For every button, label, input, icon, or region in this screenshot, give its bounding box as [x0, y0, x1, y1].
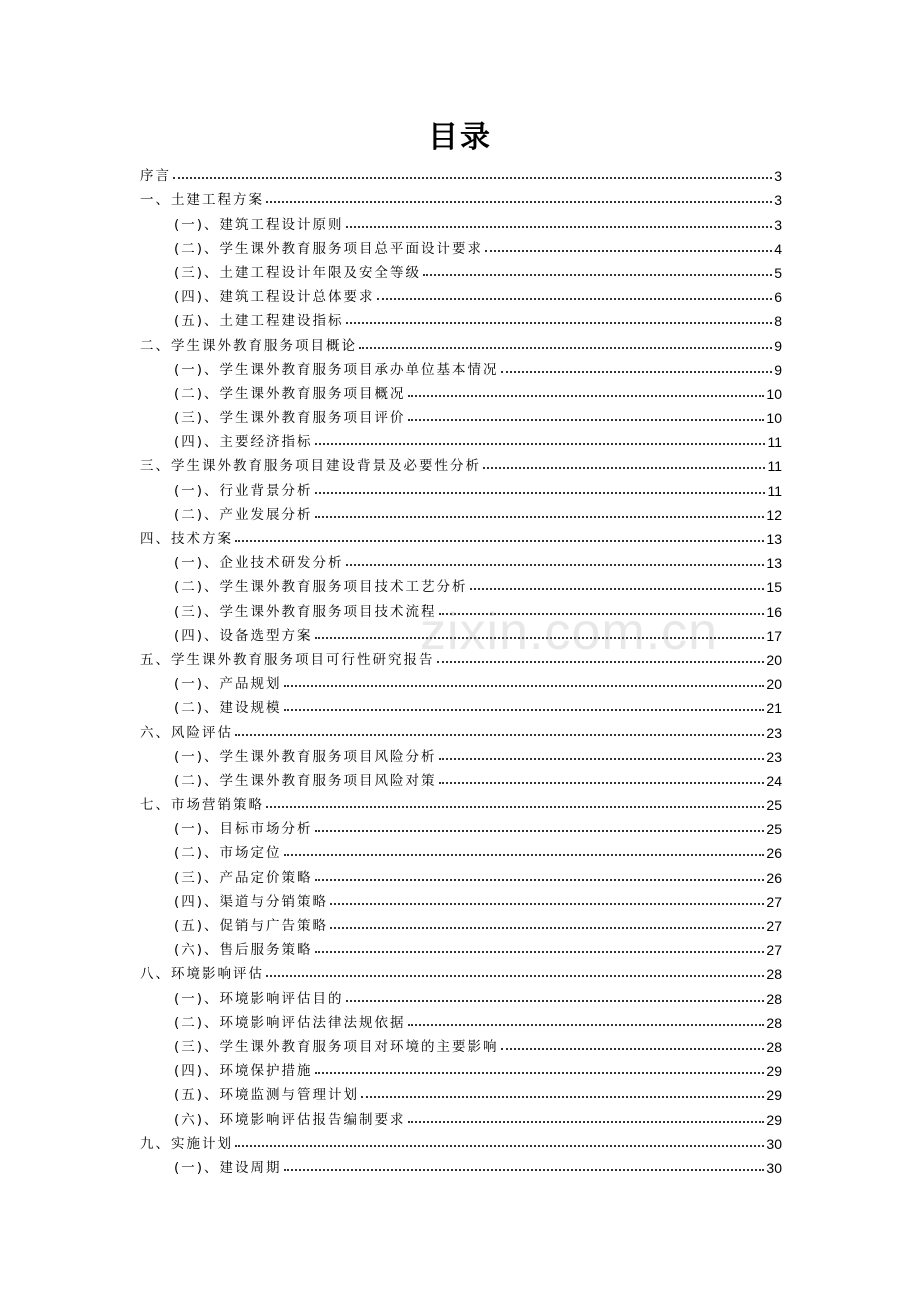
dot-leader: [408, 1121, 765, 1123]
dot-leader: [315, 443, 766, 445]
toc-subentry[interactable]: [140, 886, 782, 910]
toc-entry-label: (二)、学生课外教育服务项目技术工艺分析: [174, 579, 468, 596]
toc-entry-page-number: 23: [766, 724, 782, 741]
toc-entry-page-number: 8: [774, 313, 782, 330]
toc-entry[interactable]: [140, 644, 782, 668]
dot-leader: [470, 588, 765, 590]
dot-leader: [266, 201, 772, 203]
dot-leader: [439, 613, 765, 615]
toc-entry-page-number: 30: [766, 1159, 782, 1176]
toc-entry-label: (四)、设备选型方案: [174, 627, 313, 644]
toc-subentry[interactable]: [140, 910, 782, 934]
toc-entry[interactable]: [140, 716, 782, 740]
toc-entry-page-number: 28: [766, 1014, 782, 1031]
toc-subentry[interactable]: [140, 547, 782, 571]
toc-entry-page-number: 28: [766, 966, 782, 983]
toc-entry-label: 六、风险评估: [140, 724, 233, 741]
toc-subentry[interactable]: [140, 837, 782, 861]
dot-leader: [346, 1000, 765, 1002]
toc-subentry[interactable]: [140, 982, 782, 1006]
toc-entry-label: (一)、学生课外教育服务项目承办单位基本情况: [174, 361, 499, 378]
toc-entry-label: (五)、促销与广告策略: [174, 918, 329, 934]
toc-subentry[interactable]: [140, 620, 782, 644]
dot-leader: [501, 1048, 765, 1050]
dot-leader: [437, 661, 765, 663]
toc-entry-page-number: 3: [774, 168, 782, 185]
toc-entry-page-number: 28: [766, 1038, 782, 1055]
dot-leader: [315, 879, 765, 881]
toc-entry-label: 二、学生课外教育服务项目概论: [140, 337, 357, 354]
toc-entry-page-number: 29: [766, 1063, 782, 1080]
toc-entry-label: (三)、土建工程设计年限及安全等级: [174, 264, 422, 281]
toc-entry-page-number: 26: [766, 845, 782, 862]
dot-leader: [235, 734, 764, 736]
toc-subentry[interactable]: [140, 813, 782, 837]
toc-entry-label: 八、环境影响评估: [140, 966, 264, 983]
dot-leader: [284, 685, 765, 687]
toc-entry-label: (二)、学生课外教育服务项目总平面设计要求: [174, 240, 484, 257]
dot-leader: [235, 1145, 764, 1147]
toc-entry-label: (五)、环境监测与管理计划: [174, 1087, 360, 1104]
toc-entry-page-number: 16: [766, 603, 782, 620]
dot-leader: [439, 758, 765, 760]
toc-entry-label: (一)、产品规划: [174, 676, 282, 693]
toc-entry-page-number: 23: [766, 748, 782, 765]
toc-entry-page-number: 10: [766, 385, 782, 402]
toc-entry-page-number: 20: [766, 676, 782, 693]
dot-leader: [423, 274, 772, 276]
toc-entry[interactable]: [140, 160, 782, 184]
toc-entry-page-number: 12: [766, 506, 782, 523]
toc-subentry[interactable]: [140, 668, 782, 692]
toc-entry-label: (二)、市场定位: [174, 845, 282, 862]
toc-entry-label: (二)、环境影响评估法律法规依据: [174, 1014, 406, 1031]
toc-entry-page-number: 15: [766, 579, 782, 596]
toc-subentry[interactable]: [140, 208, 782, 232]
dot-leader: [284, 709, 765, 711]
watermark: zixin.com.cn: [420, 603, 719, 661]
toc-entry[interactable]: [140, 1128, 782, 1152]
toc-entry[interactable]: [140, 789, 782, 813]
toc-entry-label: (四)、渠道与分销策略: [174, 893, 329, 910]
toc-subentry[interactable]: [140, 378, 782, 402]
toc-entry-page-number: 27: [766, 893, 782, 910]
toc-entry-page-number: 25: [766, 797, 782, 814]
dot-leader: [266, 806, 764, 808]
toc-entry-label: (二)、学生课外教育服务项目概况: [174, 385, 406, 402]
toc-entry-page-number: 27: [766, 918, 782, 934]
toc-entry-page-number: 29: [766, 1087, 782, 1104]
dot-leader: [315, 1072, 765, 1074]
dot-leader: [377, 298, 773, 300]
toc-entry-label: 三、学生课外教育服务项目建设背景及必要性分析: [140, 458, 481, 475]
toc-subentry[interactable]: [140, 692, 782, 716]
toc-entry-page-number: 27: [766, 942, 782, 959]
toc-subentry[interactable]: [140, 741, 782, 765]
toc-subentry[interactable]: [140, 305, 782, 329]
toc-subentry[interactable]: [140, 233, 782, 257]
toc-entry[interactable]: [140, 329, 782, 353]
dot-leader: [315, 830, 765, 832]
dot-leader: [315, 516, 765, 518]
toc-entry[interactable]: [140, 450, 782, 474]
toc-entry-label: (三)、学生课外教育服务项目对环境的主要影响: [174, 1038, 499, 1055]
toc-entry-label: (六)、环境影响评估报告编制要求: [174, 1111, 406, 1128]
toc-entry-page-number: 9: [774, 361, 782, 378]
toc-entry-page-number: 21: [766, 700, 782, 717]
toc-subentry[interactable]: [140, 1007, 782, 1031]
dot-leader: [235, 540, 764, 542]
toc-entry-page-number: 4: [774, 240, 782, 257]
toc-entry-page-number: 10: [766, 410, 782, 427]
toc-entry-page-number: 29: [766, 1111, 782, 1128]
toc-entry-page-number: 20: [766, 651, 782, 668]
dot-leader: [361, 1096, 764, 1098]
toc-entry-page-number: 5: [774, 264, 782, 281]
toc-subentry[interactable]: [140, 426, 782, 450]
toc-entry-label: (四)、主要经济指标: [174, 434, 313, 451]
toc-subentry[interactable]: [140, 765, 782, 789]
dot-leader: [284, 1169, 765, 1171]
toc-entry-label: (三)、学生课外教育服务项目技术流程: [174, 603, 437, 620]
toc-subentry[interactable]: [140, 934, 782, 958]
toc-entry-label: (四)、环境保护措施: [174, 1063, 313, 1080]
dot-leader: [266, 975, 764, 977]
dot-leader: [359, 347, 772, 349]
toc-entry-page-number: 17: [766, 627, 782, 644]
toc-entry-page-number: 11: [767, 482, 782, 499]
toc-entry-label: 序言: [140, 168, 171, 185]
toc-entry-page-number: 3: [774, 192, 782, 209]
dot-leader: [315, 951, 765, 953]
toc-entry-label: (一)、环境影响评估目的: [174, 990, 344, 1007]
toc-entry-page-number: 3: [774, 216, 782, 233]
dot-leader: [173, 177, 772, 179]
toc-entry[interactable]: [140, 523, 782, 547]
toc-subentry[interactable]: [140, 499, 782, 523]
table-of-contents: [140, 160, 782, 1176]
dot-leader: [315, 637, 765, 639]
toc-entry-label: 一、土建工程方案: [140, 192, 264, 209]
toc-entry-page-number: 13: [766, 555, 782, 572]
toc-subentry[interactable]: [140, 402, 782, 426]
dot-leader: [330, 927, 764, 929]
toc-entry-page-number: 11: [767, 458, 782, 475]
dot-leader: [408, 419, 765, 421]
toc-entry-label: 九、实施计划: [140, 1135, 233, 1152]
dot-leader: [346, 564, 765, 566]
toc-subentry[interactable]: [140, 1079, 782, 1103]
toc-entry-page-number: 28: [766, 990, 782, 1007]
toc-subentry[interactable]: [140, 595, 782, 619]
toc-entry-page-number: 9: [774, 337, 782, 354]
toc-entry[interactable]: [140, 184, 782, 208]
toc-subentry[interactable]: [140, 1031, 782, 1055]
toc-entry-label: (一)、建筑工程设计原则: [174, 216, 344, 233]
toc-subentry[interactable]: [140, 1055, 782, 1079]
toc-entry-label: (六)、售后服务策略: [174, 942, 313, 959]
toc-entry[interactable]: [140, 958, 782, 982]
toc-entry-label: (二)、产业发展分析: [174, 506, 313, 523]
toc-entry-label: (三)、产品定价策略: [174, 869, 313, 886]
toc-entry-label: (四)、建筑工程设计总体要求: [174, 289, 375, 306]
page-title: 目录: [428, 120, 492, 155]
toc-entry-label: (一)、建设周期: [174, 1159, 282, 1176]
toc-entry-label: (一)、企业技术研发分析: [174, 555, 344, 572]
dot-leader: [483, 467, 765, 469]
toc-entry-label: (一)、学生课外教育服务项目风险分析: [174, 748, 437, 765]
toc-entry-page-number: 24: [766, 772, 782, 789]
toc-entry-label: (三)、学生课外教育服务项目评价: [174, 410, 406, 427]
dot-leader: [501, 371, 773, 373]
dot-leader: [346, 322, 773, 324]
dot-leader: [408, 1024, 765, 1026]
toc-subentry[interactable]: [140, 281, 782, 305]
toc-entry-page-number: 11: [767, 434, 782, 451]
toc-entry-label: (二)、学生课外教育服务项目风险对策: [174, 772, 437, 789]
dot-leader: [485, 250, 772, 252]
toc-entry-page-number: 25: [766, 821, 782, 838]
dot-leader: [330, 903, 764, 905]
toc-entry-label: 五、学生课外教育服务项目可行性研究报告: [140, 651, 435, 668]
dot-leader: [315, 492, 766, 494]
toc-entry-label: (二)、建设规模: [174, 700, 282, 717]
toc-subentry[interactable]: [140, 1152, 782, 1176]
toc-entry-page-number: 30: [766, 1135, 782, 1152]
dot-leader: [408, 395, 765, 397]
dot-leader: [439, 782, 765, 784]
toc-entry-page-number: 13: [766, 531, 782, 547]
dot-leader: [346, 226, 773, 228]
toc-entry-label: 四、技术方案: [140, 531, 233, 547]
toc-subentry[interactable]: [140, 257, 782, 281]
toc-subentry[interactable]: [140, 1103, 782, 1127]
toc-subentry[interactable]: [140, 474, 782, 498]
toc-entry-page-number: 6: [774, 289, 782, 306]
toc-entry-label: (一)、行业背景分析: [174, 482, 313, 499]
toc-subentry[interactable]: [140, 354, 782, 378]
toc-entry-label: (五)、土建工程建设指标: [174, 313, 344, 330]
dot-leader: [284, 854, 765, 856]
toc-entry-label: (一)、目标市场分析: [174, 821, 313, 838]
toc-entry-label: 七、市场营销策略: [140, 797, 264, 814]
toc-entry-page-number: 26: [766, 869, 782, 886]
toc-subentry[interactable]: [140, 571, 782, 595]
toc-subentry[interactable]: [140, 861, 782, 885]
